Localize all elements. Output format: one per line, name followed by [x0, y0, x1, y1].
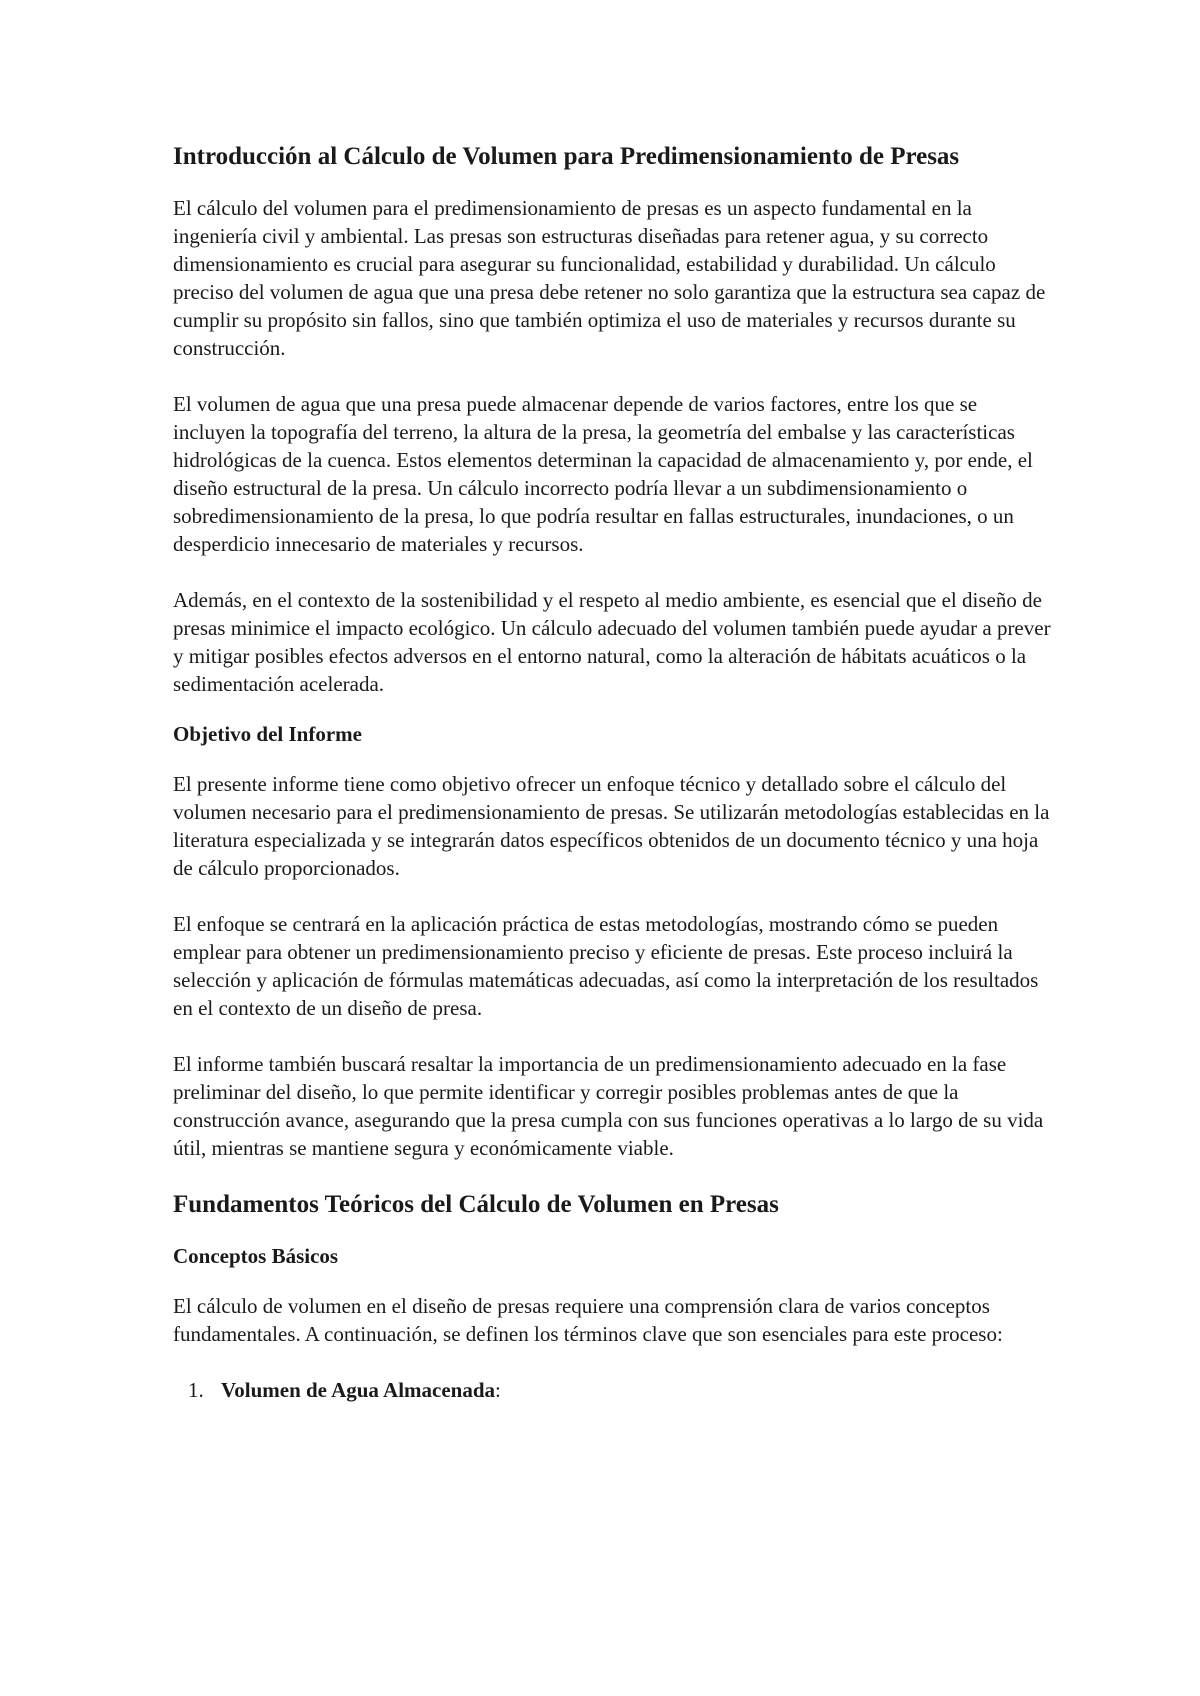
heading-introduction: Introducción al Cálculo de Volumen para Predimensionamiento de Presas — [173, 143, 960, 170]
intro-paragraph-1: El cálculo del volumen para el predimensionamiento de presas es un aspecto fundamental en la ingeniería civil y ambiental. Las presas son estructuras diseñadas para retener agua, y su correcto dimensionamiento es crucial para asegurar su funcionalidad, estabilidad y durabilidad. Un cálculo preciso del volumen de agua que una presa debe retener no solo garantiza que la estructura sea capaz de cumplir su propósito sin fallos, sino que también optimiza el uso de materiales y recursos durante su construcción. — [173, 196, 1046, 360]
heading-basic-concepts: Conceptos Básicos — [173, 1244, 339, 1268]
heading-fundamentals: Fundamentos Teóricos del Cálculo de Volumen en Presas — [173, 1191, 779, 1218]
list-item-suffix: : — [495, 1378, 501, 1402]
list-item-label: Volumen de Agua Almacenada — [221, 1378, 496, 1402]
intro-paragraph-2: El volumen de agua que una presa puede almacenar depende de varios factores, entre los que se incluyen la topografía del terreno, la altura de la presa, la geometría del embalse y las características hidrológicas de la cuenca. Estos elementos determinan la capacidad de almacenamiento y, por ende, el diseño estructural de la presa. Un cálculo incorrecto podría llevar a un subdimensionamiento o sobredimensionamiento de la presa, lo que podría resultar en fallas estructurales, inundaciones, o un desperdicio innecesario de materiales y recursos. — [173, 392, 1033, 556]
concepts-paragraph: El cálculo de volumen en el diseño de presas requiere una comprensión clara de varios conceptos fundamentales. A continuación, se definen los términos clave que son esenciales para este proceso: — [173, 1294, 1003, 1346]
concepts-list — [173, 1376, 1053, 1404]
objective-paragraph-1: El presente informe tiene como objetivo ofrecer un enfoque técnico y detallado sobre el cálculo del volumen necesario para el predimensionamiento de presas. Se utilizarán metodologías establecidas en la literatura especializada y se integrarán datos específicos obtenidos de un documento técnico y una hoja de cálculo proporcionados. — [173, 772, 1050, 880]
intro-paragraph-3: Además, en el contexto de la sostenibilidad y el respeto al medio ambiente, es esencial que el diseño de presas minimice el impacto ecológico. Un cálculo adecuado del volumen también puede ayudar a prever y mitigar posibles efectos adversos en el entorno natural, como la alteración de hábitats acuáticos o la sedimentación acelerada. — [173, 588, 1051, 696]
objective-paragraph-3: El informe también buscará resaltar la importancia de un predimensionamiento adecuado en la fase preliminar del diseño, lo que permite identificar y corregir posibles problemas antes de que la construcción avance, asegurando que la presa cumpla con sus funciones operativas a lo largo de su vida útil, mientras se mantiene segura y económicamente viable. — [173, 1052, 1044, 1160]
objective-paragraph-2: El enfoque se centrará en la aplicación práctica de estas metodologías, mostrando cómo se pueden emplear para obtener un predimensionamiento preciso y eficiente de presas. Este proceso incluirá la selección y aplicación de fórmulas matemáticas adecuadas, así como la interpretación de los resultados en el contexto de un diseño de presa. — [173, 912, 1039, 1020]
document-page — [173, 142, 1053, 1404]
heading-objective: Objetivo del Informe — [173, 722, 362, 746]
list-item — [209, 1376, 1053, 1404]
